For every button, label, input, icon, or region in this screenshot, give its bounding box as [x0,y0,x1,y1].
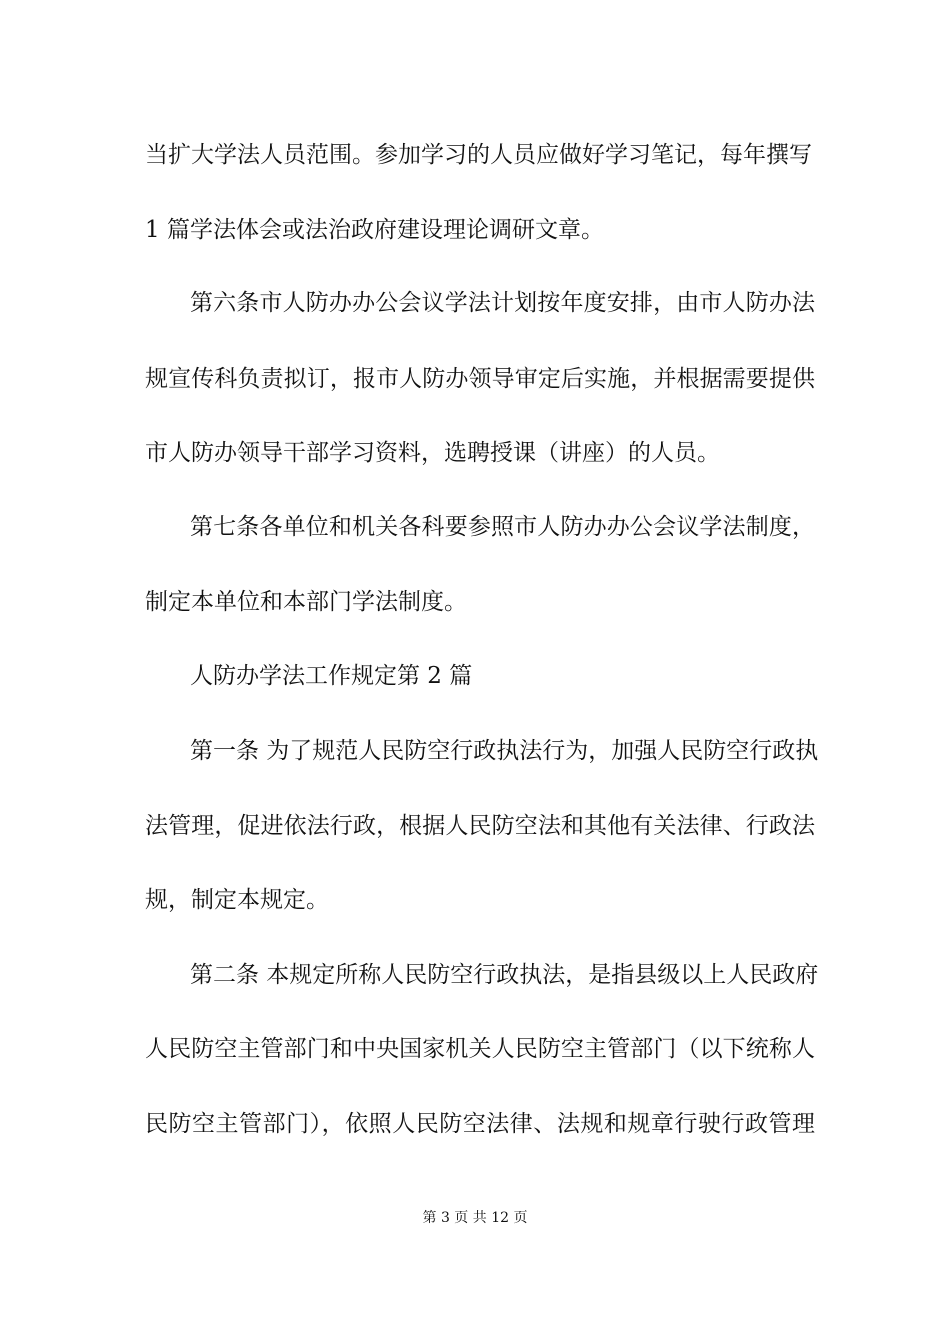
paragraph-6-line-1: 第二条 本规定所称人民防空行政执法，是指县级以上人民政府 [190,962,819,988]
paragraph-1-line-2: 1 篇学法体会或法治政府建设理论调研文章。 [145,217,604,243]
section-heading: 人防办学法工作规定第 2 篇 [190,663,473,689]
paragraph-5-line-1: 第一条 为了规范人民防空行政执法行为，加强人民防空行政执 [190,738,819,764]
paragraph-5-line-3: 规，制定本规定。 [145,887,329,913]
paragraph-3-line-1: 第七条各单位和机关各科要参照市人防办办公会议学法制度， [190,514,815,540]
paragraph-2-line-3: 市人防办领导干部学习资料，选聘授课（讲座）的人员。 [145,440,720,466]
paragraph-6-line-3: 民防空主管部门），依照人民防空法律、法规和规章行驶行政管理 [145,1111,815,1137]
paragraph-5-line-2: 法管理，促进依法行政，根据人民防空法和其他有关法律、行政法 [145,813,815,839]
paragraph-2-line-2: 规宣传科负责拟订，报市人防办领导审定后实施，并根据需要提供 [145,366,815,392]
paragraph-2-line-1: 第六条市人防办办公会议学法计划按年度安排，由市人防办法 [190,290,815,316]
paragraph-1-line-1: 当扩大学法人员范围。参加学习的人员应做好学习笔记，每年撰写 [145,142,812,168]
paragraph-3-line-2: 制定本单位和本部门学法制度。 [145,589,467,615]
paragraph-6-line-2: 人民防空主管部门和中央国家机关人民防空主管部门（以下统称人 [145,1036,815,1062]
page-number-footer: 第 3 页 共 12 页 [422,1210,528,1226]
